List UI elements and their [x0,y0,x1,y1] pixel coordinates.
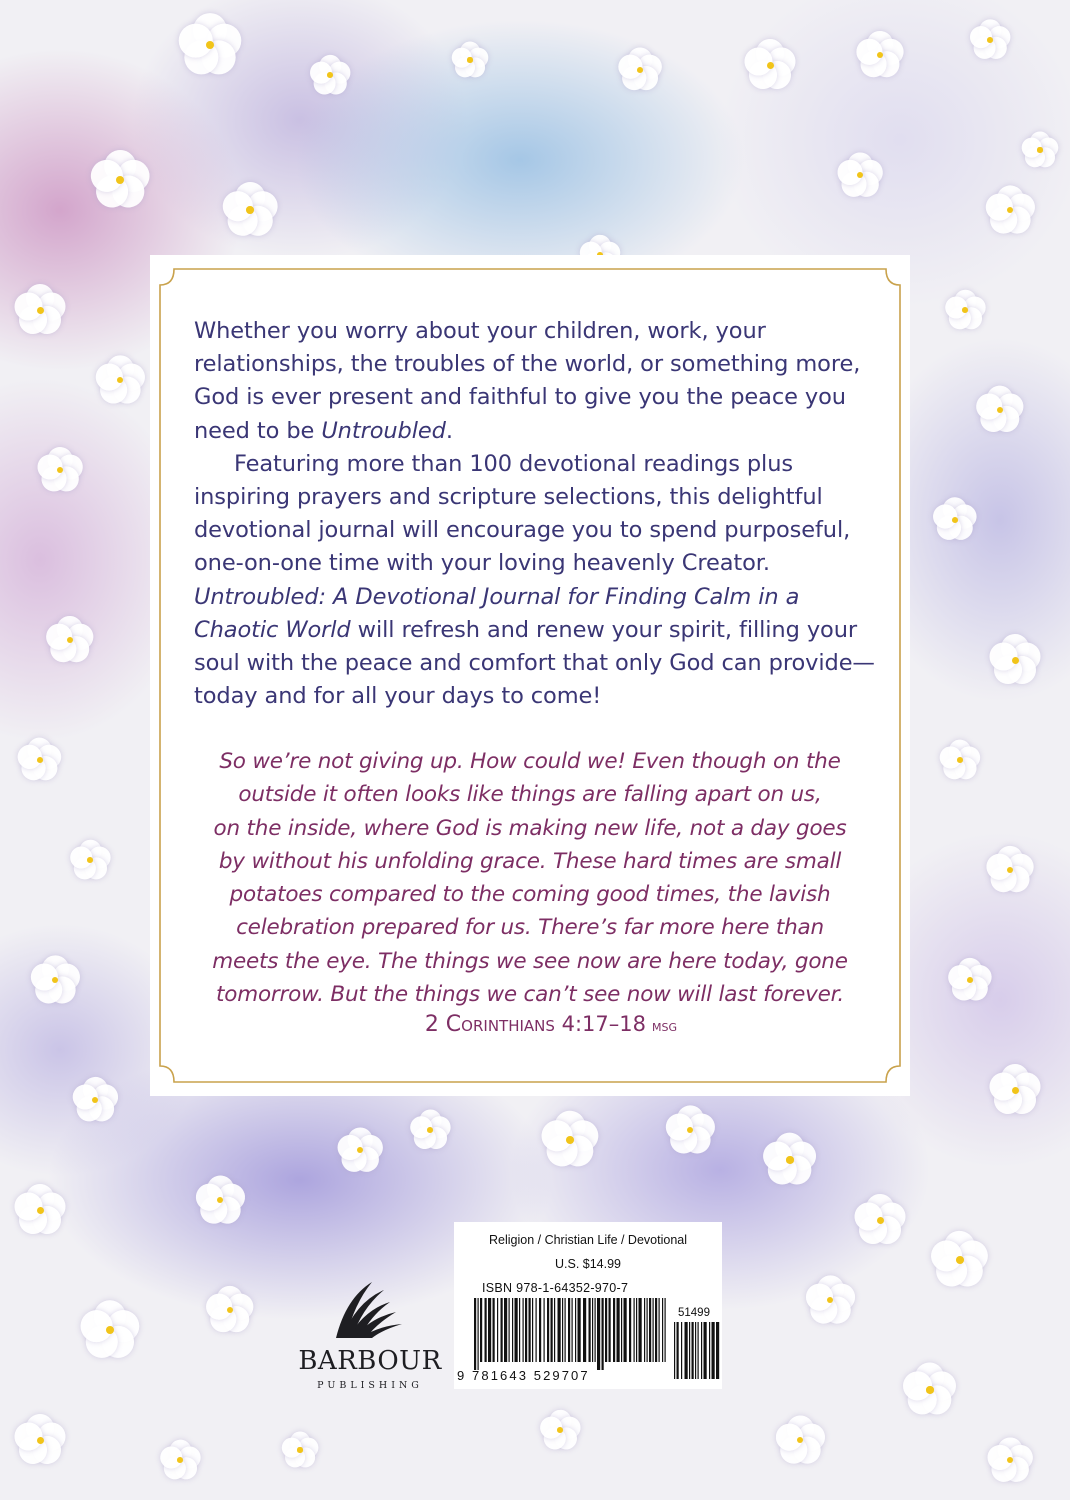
barcode-bar [544,1298,545,1362]
flower-decoration [179,14,241,76]
flower-decoration [1022,132,1058,168]
book-category: Religion / Christian Life / Devotional [488,1233,688,1247]
barcode-bar [512,1298,513,1362]
flower-decoration [977,387,1023,433]
scripture-line: celebration prepared for us. There’s far more here than [236,915,824,941]
barcode-bar [488,1298,491,1362]
book-title: Untroubled [321,417,446,444]
barcode-bar [568,1298,570,1362]
barcode-bar [565,1298,566,1362]
barcode-bar [575,1298,576,1362]
barcode-bar [589,1298,591,1362]
barcode-bar [685,1322,688,1379]
barcode-bar [716,1322,719,1379]
barcode-bar [551,1298,553,1362]
barcode-bar [493,1298,495,1362]
flower-decoration [47,617,93,663]
scripture-quote [180,745,880,1011]
flower-decoration [410,1110,450,1150]
barcode-bar [515,1298,518,1362]
flower-decoration [31,956,79,1004]
barcode-bar [485,1298,487,1362]
barcode-bar [547,1298,549,1362]
flower-decoration [838,153,882,197]
barcode-bar [592,1298,593,1362]
barcode-bar [701,1322,702,1379]
flower-decoration [207,1287,253,1333]
flower-decoration [338,1128,382,1172]
flower-decoration [223,183,277,237]
scripture-line: on the inside, where God is making new life, not a day goes [213,815,847,841]
barcode-bar [504,1298,507,1362]
scripture-verse: 4:17–18 [561,1012,646,1036]
flower-decoration [540,1410,580,1450]
isbn-label: ISBN 978-1-64352-970-7 [482,1281,629,1295]
description-paragraph-2: Featuring more than 100 devotional readings plus inspiring prayers and scripture selections, this delightful devotional journal will encourage you to spend purposeful, one-on-one time with your loving heavenly Creator. Untroubled: A Devotional Journal for Finding Calm in a Chaotic World will refresh and renew your spirit, filling your soul with the peace and comfort that only God can provide—today and for all your days to come! [194,450,875,710]
barcode-bar [617,1298,620,1362]
description-paragraph-1: Whether you worry about your children, work, your relationships, the troubles of the world, or something more, God is ever present and faithful to give you the peace you need to be Untroubled. [194,318,861,444]
scripture-reference [330,1012,677,1037]
barcode-bar [478,1298,479,1370]
flower-decoration [904,1364,956,1416]
description-panel [150,255,910,1096]
scripture-line: tomorrow. But the things we can’t see now will last forever. [216,982,844,1008]
flower-decoration [282,1432,318,1468]
barcode-bar [647,1298,648,1362]
scripture-version: msg [652,1017,677,1035]
barcode-bar [480,1298,482,1362]
barcode-bar [497,1298,498,1362]
flower-decoration [990,1065,1040,1115]
flower-decoration [990,635,1040,685]
flower-decoration [666,1106,714,1154]
flower-decoration [81,1301,139,1359]
barcode-bar [689,1322,690,1379]
book-price: U.S. $14.99 [554,1257,621,1271]
barcode-bar [662,1298,663,1362]
flower-decoration [542,1112,598,1168]
barcode-bar [653,1298,654,1362]
scripture-line: outside it often looks like things are falling apart on us, [238,782,822,808]
scripture-line: meets the eye. The things we see now are here today, gone [212,948,848,974]
barcode-bar [532,1298,533,1362]
barcode-bar [636,1298,637,1362]
barcode-bar [677,1322,679,1379]
barcode-bar [562,1298,563,1362]
barcode-bar [649,1298,651,1362]
flower-decoration [855,1195,905,1245]
barcode-bar [712,1322,715,1379]
barcode-bar [624,1298,627,1362]
barcode-bar [692,1322,694,1379]
scripture-line: So we’re not giving up. How could we! Even though on the [219,749,841,774]
barcode-bar [539,1298,541,1362]
description-text [194,315,879,713]
flower-decoration [15,1415,65,1465]
barcode-bar [578,1298,581,1362]
flower-decoration [940,740,980,780]
barcode-bar [509,1298,510,1362]
barcode-bar [665,1298,666,1362]
flower-decoration [970,20,1010,60]
flower-decoration [857,32,903,78]
barcode-bar [536,1298,537,1362]
barcode-bar [519,1298,520,1362]
barcode-bar [605,1298,607,1362]
scripture-line: by without his unfolding grace. These hard times are small [218,848,842,874]
barcode-bar [695,1322,696,1379]
barcode-bar [709,1322,710,1379]
barcode-bar [597,1298,600,1370]
barcode-bar [583,1298,586,1362]
barcode-box [454,1222,722,1389]
flower-decoration [764,1134,816,1186]
price-addon-code: 51499 [678,1307,710,1319]
flower-decoration [19,739,61,781]
flower-decoration [619,49,661,91]
flower-decoration [949,959,991,1001]
publisher-logo [290,1270,450,1430]
barcode-bar [529,1298,531,1362]
flower-decoration [932,1232,988,1288]
flower-decoration [934,499,976,541]
scripture-line: potatoes compared to the coming good times, the lavish [229,882,831,908]
barcode-bar [554,1298,555,1362]
barcode-bar [523,1298,524,1362]
book-full-title: Untroubled: A Devotional Journal for Finding Calm in a Chaotic World [194,583,800,643]
barcode-bar [629,1298,631,1362]
barcode-graphic [454,1222,722,1389]
flower-decoration [15,1185,65,1235]
barcode-bar [659,1298,660,1362]
publisher-subtitle: PUBLISHING [317,1380,423,1391]
flower-decoration [987,847,1033,893]
flower-decoration [776,1416,824,1464]
flower-decoration [745,40,795,90]
flower-decoration [945,290,985,330]
barcode-bar [558,1298,561,1362]
barcode-bar [655,1298,657,1362]
barcode-bar [644,1298,645,1362]
flower-decoration [988,1438,1032,1482]
flower-decoration [160,1440,200,1480]
flower-decoration [806,1276,854,1324]
barcode-bar [621,1298,622,1362]
flower-decoration [196,1176,244,1224]
barcode-bar [609,1298,611,1362]
barcode-bar [501,1298,503,1362]
flower-decoration [15,285,65,335]
barcode-bar [595,1298,596,1362]
scripture-book: 2 Corinthians [424,1012,555,1037]
barcode-digits: 9 781643 529707 [457,1368,590,1383]
flower-decoration [73,1078,117,1122]
flower-decoration [38,448,82,492]
flower-decoration [310,55,350,95]
barcode-bar [525,1298,527,1362]
barcode-bar [704,1322,707,1379]
open-book-icon [290,1270,450,1346]
publisher-name: BARBOUR [298,1346,442,1376]
barcode-bar [613,1298,615,1362]
barcode-bar [681,1322,682,1379]
flower-decoration [91,151,149,209]
flower-decoration [70,840,110,880]
barcode-bar [698,1322,699,1379]
barcode-bar [674,1322,675,1379]
flower-decoration [986,186,1034,234]
barcode-bar [572,1298,573,1362]
barcode-bar [634,1298,635,1362]
barcode-bar [639,1298,642,1362]
flower-decoration [452,42,488,78]
flower-decoration [96,356,144,404]
barcode-bar [602,1298,604,1370]
barcode-bar [474,1298,476,1370]
